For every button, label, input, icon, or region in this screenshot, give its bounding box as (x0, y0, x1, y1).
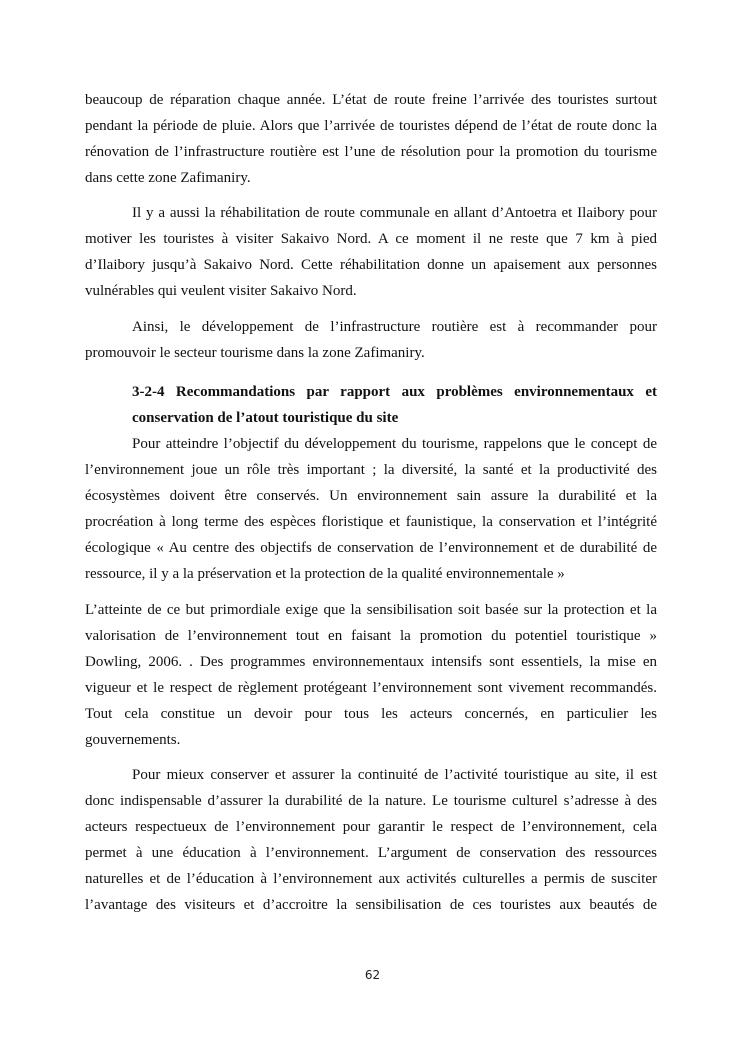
text-line: Tout cela constitue un devoir pour tous les acteurs concernés, en particulier les (85, 706, 657, 722)
paragraph (85, 200, 657, 304)
text-line: ressource, il y a la préservation et la protection de la qualité environnementale » (85, 566, 565, 582)
text-line: rénovation de l’infrastructure routière est l’une de résolution pour la promotion du tourisme (85, 144, 657, 160)
text-line: promouvoir le secteur tourisme dans la zone Zafimaniry. (85, 345, 425, 361)
paragraph (85, 431, 657, 587)
page-number: 62 (364, 968, 381, 982)
text-line: acteurs respectueux de l’environnement pour garantir le respect de l’environnement, cela (85, 819, 657, 835)
text-line: permet à une éducation à l’environnement. L’argument de conservation des ressources (85, 845, 657, 861)
text-line: conservation de l’atout touristique du site (132, 410, 399, 426)
text-line: pendant la période de pluie. Alors que l’arrivée de touristes dépend de l’état de route donc la (85, 118, 657, 134)
text-line: Pour mieux conserver et assurer la continuité de l’activité touristique au site, il est (132, 767, 657, 783)
text-line: écologique « Au centre des objectifs de conservation de l’environnement et de durabilité de (85, 540, 657, 556)
text-line: écosystèmes doivent être conservés. Un environnement sain assure la durabilité et la (85, 488, 657, 504)
text-line: procréation à long terme des espèces floristique et faunistique, la conservation et l’intégrité (85, 514, 657, 530)
text-line: Ainsi, le développement de l’infrastructure routière est à recommander pour (132, 319, 657, 335)
text-line: naturelles et de l’éducation à l’environnement aux activités culturelles a permis de susciter (85, 871, 657, 887)
text-line: donc indispensable d’assurer la durabilité de la nature. Le tourisme culturel s’adresse à des (85, 793, 657, 809)
text-line: 3-2-4 Recommandations par rapport aux problèmes environnementaux et (132, 384, 657, 400)
text-line: Il y a aussi la réhabilitation de route communale en allant d’Antoetra et Ilaibory pour (132, 205, 657, 221)
text-line: vigueur et le respect de règlement protégeant l’environnement sont vivement recommandés. (85, 680, 657, 696)
paragraph (85, 762, 657, 918)
paragraph (85, 314, 657, 366)
text-line: dans cette zone Zafimaniry. (85, 170, 251, 186)
text-line: gouvernements. (85, 732, 181, 748)
paragraph (85, 597, 657, 753)
section-heading (132, 379, 657, 431)
text-line: Dowling, 2006. . Des programmes environnementaux intensifs sont essentiels, la mise en (85, 654, 657, 670)
text-line: l’avantage des visiteurs et d’accroitre la sensibilisation de ces touristes aux beautés de (85, 897, 657, 913)
text-line: beaucoup de réparation chaque année. L’état de route freine l’arrivée des touristes surtout (85, 92, 657, 108)
text-line: l’environnement joue un rôle très important ; la diversité, la santé et la productivité des (85, 462, 657, 478)
text-line: L’atteinte de ce but primordiale exige que la sensibilisation soit basée sur la protection et la (85, 602, 657, 618)
paragraph (85, 87, 657, 191)
text-line: Pour atteindre l’objectif du développement du tourisme, rappelons que le concept de (132, 436, 657, 452)
text-line: vulnérables qui veulent visiter Sakaivo Nord. (85, 283, 357, 299)
text-line: valorisation de l’environnement tout en faisant la promotion du potentiel touristique » (85, 628, 657, 644)
text-line: d’Ilaibory jusqu’à Sakaivo Nord. Cette réhabilitation donne un apaisement aux personnes (85, 257, 657, 273)
text-line: motiver les touristes à visiter Sakaivo Nord. A ce moment il ne reste que 7 km à pied (85, 231, 657, 247)
